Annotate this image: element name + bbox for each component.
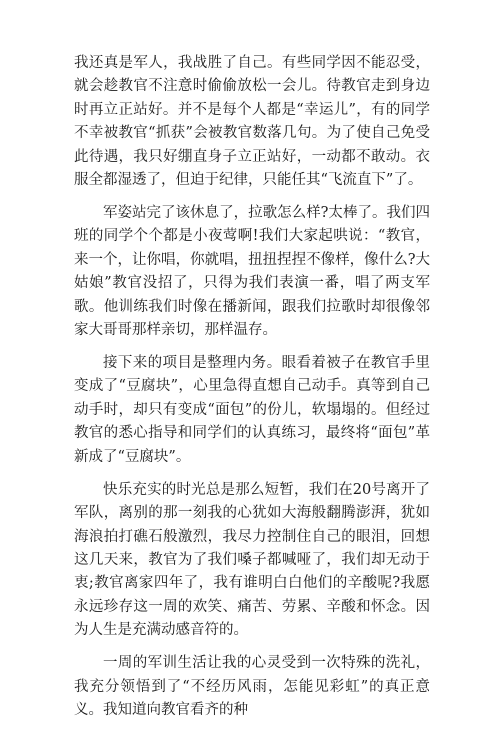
paragraph-1: 我还真是军人，我战胜了自己。有些同学因不能忍受，就会趁教官不注意时偷偷放松一会儿。待教官走到身边时再立正站好。并不是每个人都是“幸运儿”，有的同学不幸被教官“抓获”会被教官数落几句。为了使自己免受此待遇，我只好绷直身子立正站好，一动都不敢动。衣服全都湿透了，但迫于纪律，只能任其“飞流直下”了。	[74, 55, 430, 189]
paragraph-5: 一周的军训生活让我的心灵受到一次特殊的洗礼，我充分领悟到了“不经历风雨，怎能见彩虹”的真正意义。我知道向教官看齐的种	[74, 655, 430, 718]
paragraph-4: 快乐充实的时光总是那么短暂，我们在20号离开了军队，离别的那一刻我的心犹如大海般翻腾澎湃，犹如海浪拍打礁石般激烈，我尽力控制住自己的眼泪，回想这几天来，教官为了我们嗓子都喊哑了，我们却无动于衷;教官离家四年了，我有谁明白白他们的辛酸呢?我愿永远珍存这一周的欢笑、痛苦、劳累、辛酸和怀念。因为人生是充满动感音符的。	[74, 481, 430, 639]
paragraph-3: 接下来的项目是整理内务。眼看着被子在教官手里变成了“豆腐块”，心里急得直想自己动手。真等到自己动手时，却只有变成“面包”的份儿，软塌塌的。但经过教官的悉心指导和同学们的认真练习，最终将“面包”革新成了“豆腐块”。	[74, 355, 430, 465]
paragraph-2: 军姿站完了该休息了，拉歌怎么样?太棒了。我们四班的同学个个都是小夜莺啊!我们大家起哄说：“教官，来一个，让你唱，你就唱，扭扭捏捏不像样，像什么?大姑娘”教官没招了，只得为我们表演一番，唱了两支军歌。他训练我们时像在播新闻，跟我们拉歌时却很像邻家大哥哥那样亲切，那样温存。	[74, 205, 430, 339]
document-body	[74, 52, 430, 732]
